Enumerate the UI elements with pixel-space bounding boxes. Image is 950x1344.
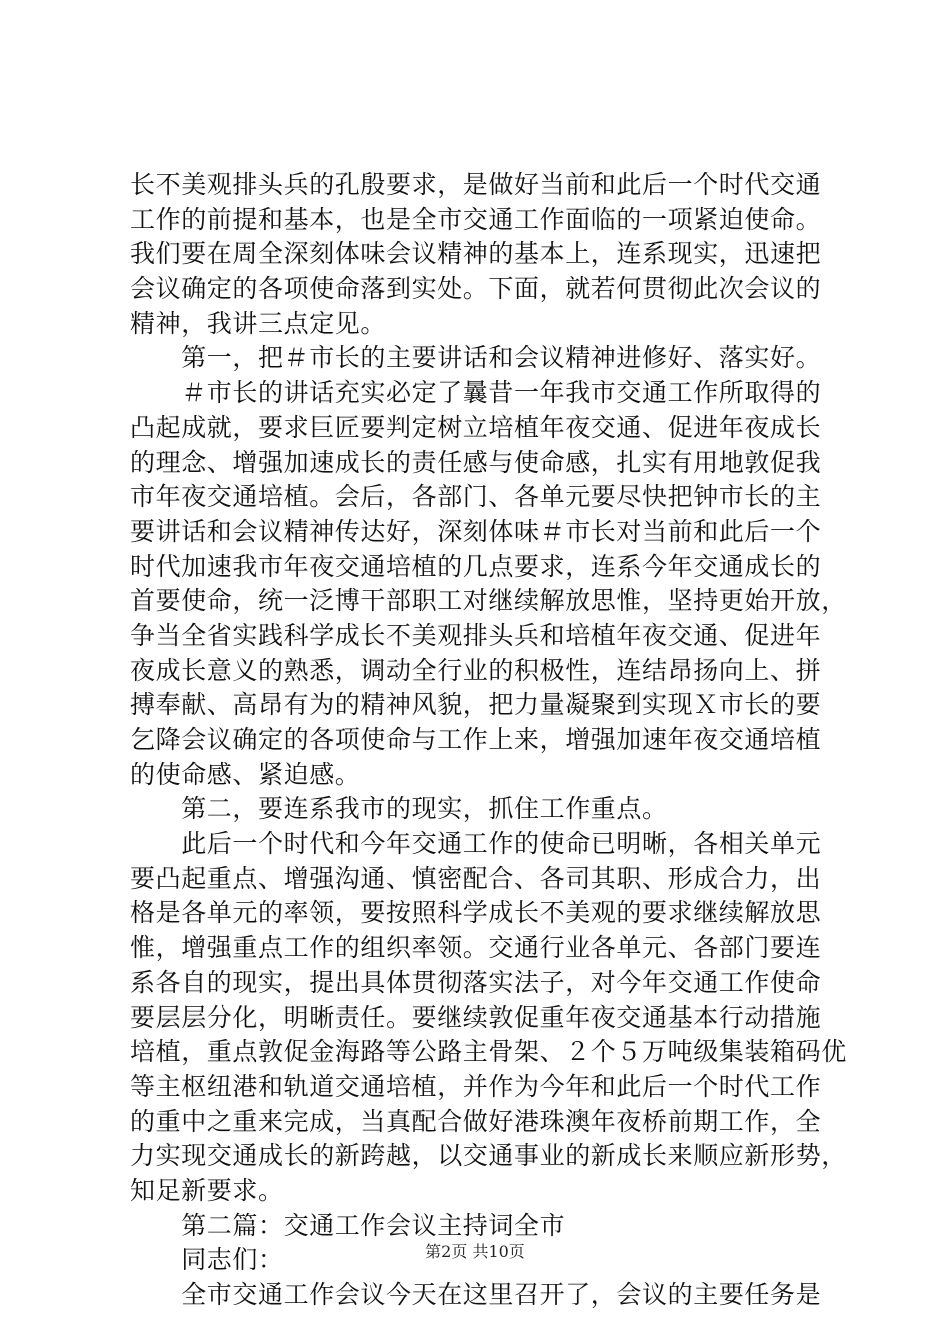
text-line: 长不美观排头兵的孔殷要求，是做好当前和此后一个时代交通	[130, 170, 822, 199]
text-line: 系各自的现实，提出具体贯彻落实法子，对今年交通工作使命	[130, 967, 822, 997]
text-line: 全市交通工作会议今天在这里召开了，会议的主要任务是	[130, 1280, 822, 1309]
text-line: 精神，我讲三点定见。	[130, 308, 387, 338]
text-line: 争当全省实践科学成长不美观排头兵和培植年夜交通、促进年	[130, 620, 822, 650]
text-line: 的理念、增强加速成长的责任感与使命感，扎实有用地敦促我	[130, 447, 822, 477]
text-line: 第二篇：交通工作会议主持词全市	[130, 1210, 566, 1240]
text-line: 市年夜交通培植。会后，各部门、各单元要尽快把钟市长的主	[130, 482, 822, 512]
text-line: 要层层分化，明晰责任。要继续敦促重年夜交通基本行动措施	[130, 1002, 822, 1032]
text-line: 会议确定的各项使命落到实处。下面，就若何贯彻此次会议的	[130, 274, 822, 304]
text-line: 凸起成就，要求巨匠要判定树立培植年夜交通、促进年夜成长	[130, 412, 822, 442]
text-line: 第一，把＃市长的主要讲话和会议精神进修好、落实好。	[130, 343, 822, 373]
text-line: 同志们：	[130, 1245, 284, 1275]
page-number-footer: 第2页 共10页	[425, 1242, 525, 1261]
text-line: 第二，要连系我市的现实，抓住工作重点。	[130, 794, 668, 824]
text-line: 知足新要求。	[130, 1175, 284, 1205]
document-body	[130, 168, 847, 1313]
text-line: 乞降会议确定的各项使命与工作上来，增强加速年夜交通培植	[130, 725, 822, 754]
text-line: 要凸起重点、增强沟通、慎密配合、各司其职、形成合力，出	[130, 863, 822, 893]
text-line: 时代加速我市年夜交通培植的几点要求，连系今年交通成长的	[130, 551, 822, 581]
text-line: 等主枢纽港和轨道交通培植，并作为今年和此后一个时代工作	[130, 1071, 822, 1101]
text-line: 夜成长意义的熟悉，调动全行业的积极性，连结昂扬向上、拼	[130, 655, 822, 685]
text-line: 培植，重点敦促金海路等公路主骨架、２个５万吨级集装箱码优	[130, 1037, 847, 1067]
text-line: 工作的前提和基本，也是全市交通工作面临的一项紧迫使命。	[130, 204, 822, 234]
text-line: 力实现交通成长的新跨越，以交通事业的新成长来顺应新形势，	[130, 1141, 847, 1171]
text-line: 搏奉献、高昂有为的精神风貌，把力量凝聚到实现Ｘ市长的要	[130, 690, 822, 720]
text-line: 要讲话和会议精神传达好，深刻体味＃市长对当前和此后一个	[130, 516, 822, 546]
text-line: 此后一个时代和今年交通工作的使命已明晰，各相关单元	[130, 829, 822, 859]
text-line: ＃市长的讲话充实必定了曩昔一年我市交通工作所取得的	[130, 378, 822, 408]
text-line: 格是各单元的率领，要按照科学成长不美观的要求继续解放思	[130, 898, 822, 928]
text-line: 我们要在周全深刻体味会议精神的基本上，连系现实，迅速把	[130, 239, 822, 269]
text-line: 的重中之重来完成，当真配合做好港珠澳年夜桥前期工作，全	[130, 1106, 822, 1136]
text-line: 的使命感、紧迫感。	[130, 759, 361, 789]
text-line: 首要使命，统一泛博干部职工对继续解放思惟，坚持更始开放，	[130, 586, 847, 616]
text-line: 惟，增强重点工作的组织率领。交通行业各单元、各部门要连	[130, 933, 822, 963]
